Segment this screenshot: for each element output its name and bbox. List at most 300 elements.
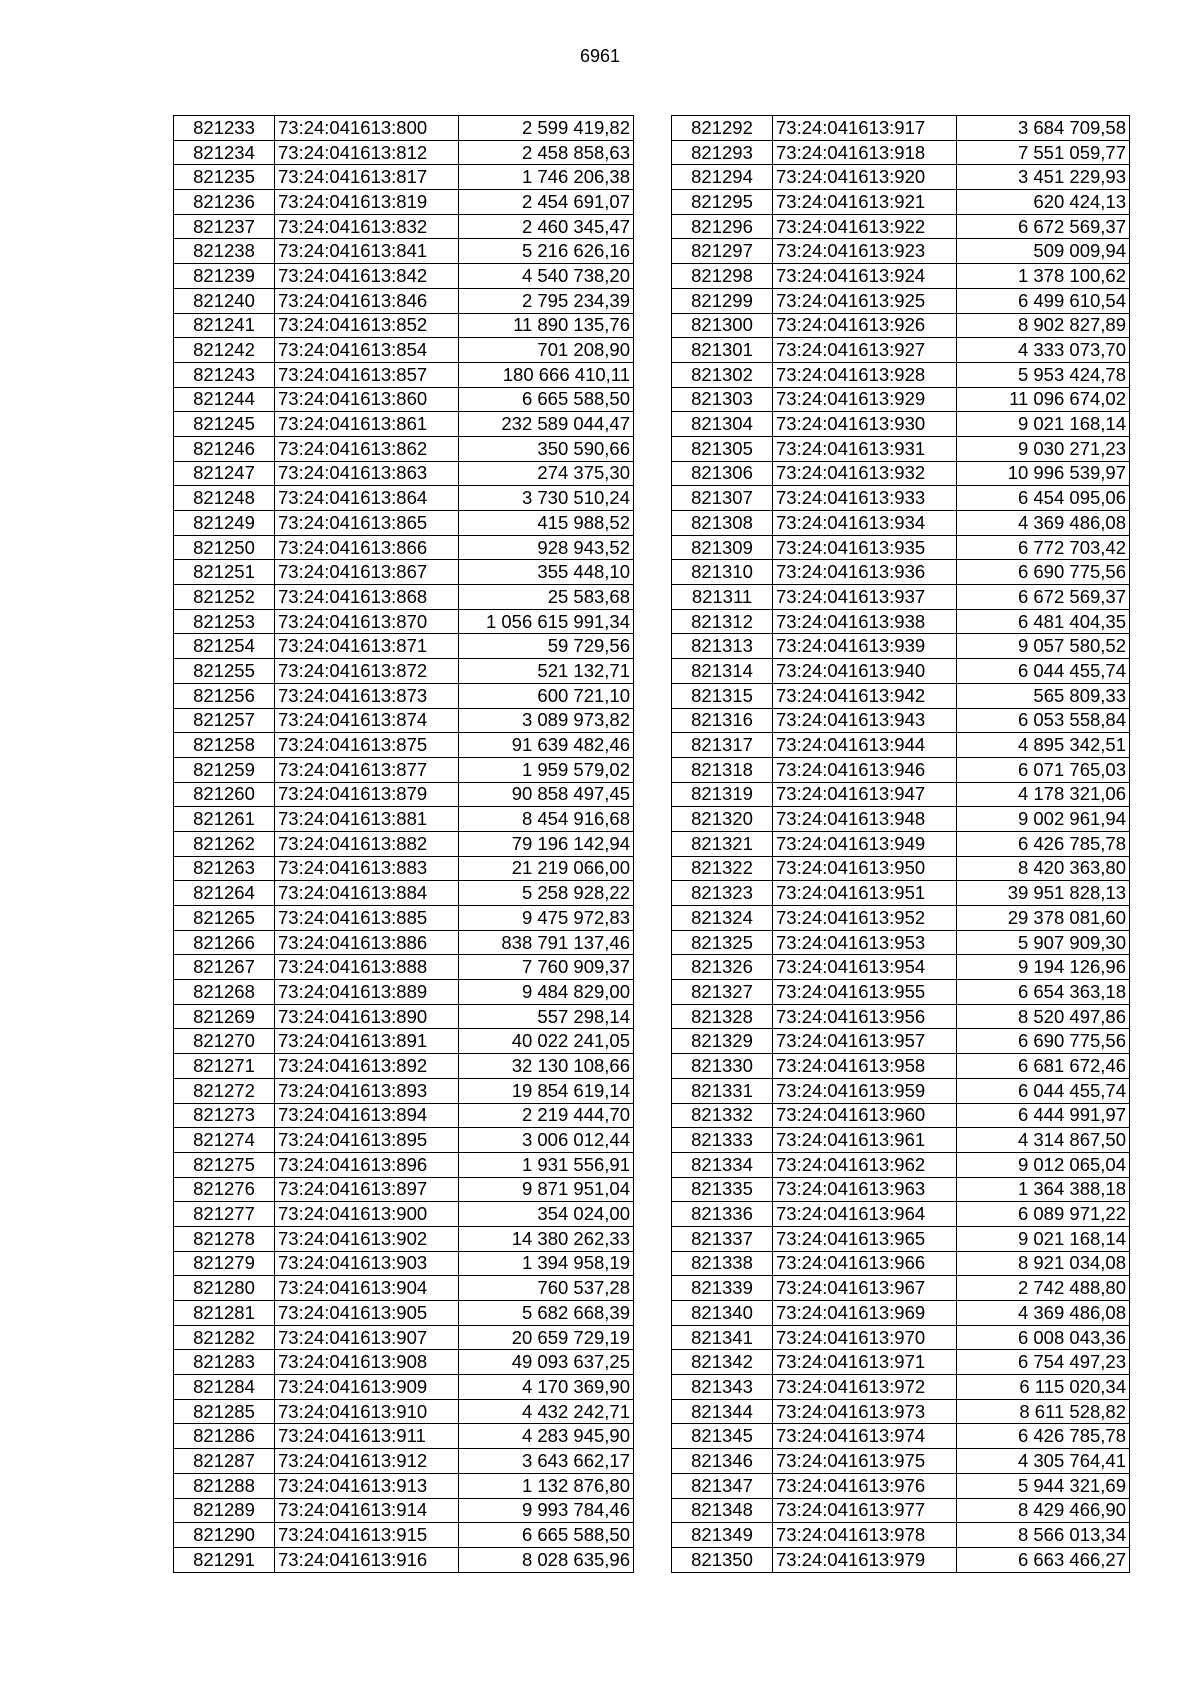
table-row (672, 1449, 1130, 1474)
cadastral-value: 40 022 241,05 (459, 1029, 634, 1054)
record-number: 821335 (672, 1177, 773, 1202)
table-row (672, 1276, 1130, 1301)
record-number: 821350 (672, 1547, 773, 1572)
cadastral-value: 9 002 961,94 (957, 807, 1130, 832)
cadastral-value: 180 666 410,11 (459, 362, 634, 387)
cadastral-number: 73:24:041613:967 (773, 1276, 957, 1301)
table-row (174, 461, 634, 486)
record-number: 821318 (672, 757, 773, 782)
cadastral-number: 73:24:041613:860 (275, 387, 459, 412)
cadastral-value: 6 772 703,42 (957, 535, 1130, 560)
cadastral-value: 928 943,52 (459, 535, 634, 560)
record-number: 821343 (672, 1375, 773, 1400)
cadastral-value: 415 988,52 (459, 511, 634, 536)
cadastral-value: 4 333 073,70 (957, 338, 1130, 363)
table-row (174, 1078, 634, 1103)
cadastral-value: 600 721,10 (459, 683, 634, 708)
record-number: 821277 (174, 1202, 275, 1227)
record-number: 821339 (672, 1276, 773, 1301)
record-number: 821255 (174, 659, 275, 684)
record-number: 821344 (672, 1399, 773, 1424)
table-row (174, 1251, 634, 1276)
cadastral-value: 6 654 363,18 (957, 980, 1130, 1005)
cadastral-number: 73:24:041613:907 (275, 1325, 459, 1350)
cadastral-table-left (173, 115, 634, 1573)
cadastral-number: 73:24:041613:904 (275, 1276, 459, 1301)
record-number: 821298 (672, 264, 773, 289)
cadastral-value: 8 566 013,34 (957, 1523, 1130, 1548)
cadastral-number: 73:24:041613:961 (773, 1128, 957, 1153)
table-row (672, 412, 1130, 437)
cadastral-number: 73:24:041613:918 (773, 140, 957, 165)
record-number: 821251 (174, 560, 275, 585)
record-number: 821272 (174, 1078, 275, 1103)
cadastral-value: 6 499 610,54 (957, 288, 1130, 313)
cadastral-number: 73:24:041613:871 (275, 634, 459, 659)
record-number: 821274 (174, 1128, 275, 1153)
cadastral-number: 73:24:041613:957 (773, 1029, 957, 1054)
cadastral-number: 73:24:041613:900 (275, 1202, 459, 1227)
table-row (672, 1078, 1130, 1103)
cadastral-number: 73:24:041613:913 (275, 1473, 459, 1498)
table-row (174, 1276, 634, 1301)
record-number: 821289 (174, 1498, 275, 1523)
cadastral-number: 73:24:041613:966 (773, 1251, 957, 1276)
cadastral-number: 73:24:041613:953 (773, 930, 957, 955)
record-number: 821323 (672, 881, 773, 906)
cadastral-value: 6 481 404,35 (957, 609, 1130, 634)
table-row (672, 1004, 1130, 1029)
cadastral-number: 73:24:041613:923 (773, 239, 957, 264)
cadastral-number: 73:24:041613:908 (275, 1350, 459, 1375)
cadastral-number: 73:24:041613:917 (773, 116, 957, 141)
cadastral-number: 73:24:041613:902 (275, 1226, 459, 1251)
record-number: 821243 (174, 362, 275, 387)
cadastral-value: 2 599 419,82 (459, 116, 634, 141)
table-row (672, 313, 1130, 338)
cadastral-value: 9 484 829,00 (459, 980, 634, 1005)
record-number: 821346 (672, 1449, 773, 1474)
cadastral-number: 73:24:041613:943 (773, 708, 957, 733)
cadastral-number: 73:24:041613:812 (275, 140, 459, 165)
table-row (174, 1004, 634, 1029)
record-number: 821260 (174, 782, 275, 807)
cadastral-number: 73:24:041613:978 (773, 1523, 957, 1548)
table-row (672, 1301, 1130, 1326)
table-row (174, 1054, 634, 1079)
record-number: 821266 (174, 930, 275, 955)
cadastral-number: 73:24:041613:819 (275, 190, 459, 215)
record-number: 821239 (174, 264, 275, 289)
cadastral-number: 73:24:041613:937 (773, 585, 957, 610)
table-row (174, 1473, 634, 1498)
record-number: 821325 (672, 930, 773, 955)
record-number: 821312 (672, 609, 773, 634)
cadastral-number: 73:24:041613:979 (773, 1547, 957, 1572)
record-number: 821321 (672, 831, 773, 856)
record-number: 821265 (174, 906, 275, 931)
cadastral-value: 355 448,10 (459, 560, 634, 585)
cadastral-number: 73:24:041613:905 (275, 1301, 459, 1326)
cadastral-number: 73:24:041613:894 (275, 1103, 459, 1128)
table-row (672, 140, 1130, 165)
cadastral-number: 73:24:041613:862 (275, 436, 459, 461)
cadastral-number: 73:24:041613:946 (773, 757, 957, 782)
cadastral-value: 620 424,13 (957, 190, 1130, 215)
cadastral-value: 838 791 137,46 (459, 930, 634, 955)
table-row (672, 165, 1130, 190)
cadastral-number: 73:24:041613:971 (773, 1350, 957, 1375)
record-number: 821248 (174, 486, 275, 511)
table-row (672, 1103, 1130, 1128)
record-number: 821338 (672, 1251, 773, 1276)
record-number: 821258 (174, 733, 275, 758)
table-row (672, 831, 1130, 856)
table-row (672, 461, 1130, 486)
cadastral-table-right (671, 115, 1130, 1573)
cadastral-number: 73:24:041613:934 (773, 511, 957, 536)
table-row (672, 436, 1130, 461)
cadastral-number: 73:24:041613:952 (773, 906, 957, 931)
table-row (174, 1350, 634, 1375)
cadastral-number: 73:24:041613:959 (773, 1078, 957, 1103)
table-row (174, 190, 634, 215)
table-row (174, 1523, 634, 1548)
record-number: 821237 (174, 214, 275, 239)
cadastral-value: 6 690 775,56 (957, 1029, 1130, 1054)
table-row (174, 560, 634, 585)
cadastral-number: 73:24:041613:863 (275, 461, 459, 486)
cadastral-value: 350 590,66 (459, 436, 634, 461)
cadastral-value: 6 665 588,50 (459, 387, 634, 412)
cadastral-value: 8 520 497,86 (957, 1004, 1130, 1029)
cadastral-number: 73:24:041613:854 (275, 338, 459, 363)
record-number: 821316 (672, 708, 773, 733)
record-number: 821333 (672, 1128, 773, 1153)
table-row (174, 116, 634, 141)
cadastral-value: 9 475 972,83 (459, 906, 634, 931)
cadastral-number: 73:24:041613:861 (275, 412, 459, 437)
cadastral-number: 73:24:041613:886 (275, 930, 459, 955)
table-row (174, 1547, 634, 1572)
record-number: 821337 (672, 1226, 773, 1251)
cadastral-number: 73:24:041613:964 (773, 1202, 957, 1227)
table-row (672, 1523, 1130, 1548)
table-row (672, 585, 1130, 610)
cadastral-value: 4 432 242,71 (459, 1399, 634, 1424)
cadastral-number: 73:24:041613:939 (773, 634, 957, 659)
record-number: 821314 (672, 659, 773, 684)
cadastral-value: 20 659 729,19 (459, 1325, 634, 1350)
table-row (672, 214, 1130, 239)
cadastral-number: 73:24:041613:832 (275, 214, 459, 239)
cadastral-value: 6 071 765,03 (957, 757, 1130, 782)
table-row (672, 782, 1130, 807)
table-row (174, 906, 634, 931)
record-number: 821349 (672, 1523, 773, 1548)
cadastral-number: 73:24:041613:884 (275, 881, 459, 906)
table-row (174, 757, 634, 782)
cadastral-value: 10 996 539,97 (957, 461, 1130, 486)
cadastral-value: 21 219 066,00 (459, 856, 634, 881)
cadastral-value: 701 208,90 (459, 338, 634, 363)
table-row (174, 264, 634, 289)
record-number: 821261 (174, 807, 275, 832)
record-number: 821322 (672, 856, 773, 881)
table-row (174, 955, 634, 980)
record-number: 821285 (174, 1399, 275, 1424)
cadastral-value: 6 690 775,56 (957, 560, 1130, 585)
table-row (672, 807, 1130, 832)
cadastral-value: 1 378 100,62 (957, 264, 1130, 289)
cadastral-value: 1 931 556,91 (459, 1152, 634, 1177)
cadastral-value: 4 540 738,20 (459, 264, 634, 289)
table-row (174, 1301, 634, 1326)
table-row (174, 980, 634, 1005)
record-number: 821235 (174, 165, 275, 190)
record-number: 821267 (174, 955, 275, 980)
table-row (174, 1202, 634, 1227)
cadastral-value: 29 378 081,60 (957, 906, 1130, 931)
cadastral-number: 73:24:041613:916 (275, 1547, 459, 1572)
cadastral-value: 565 809,33 (957, 683, 1130, 708)
table-row (174, 856, 634, 881)
cadastral-number: 73:24:041613:868 (275, 585, 459, 610)
record-number: 821345 (672, 1424, 773, 1449)
table-row (672, 1054, 1130, 1079)
cadastral-value: 8 028 635,96 (459, 1547, 634, 1572)
cadastral-number: 73:24:041613:922 (773, 214, 957, 239)
table-row (672, 906, 1130, 931)
table-row (174, 436, 634, 461)
cadastral-number: 73:24:041613:942 (773, 683, 957, 708)
page-number: 6961 (579, 46, 621, 66)
table-row (174, 239, 634, 264)
cadastral-number: 73:24:041613:965 (773, 1226, 957, 1251)
table-row (174, 165, 634, 190)
record-number: 821308 (672, 511, 773, 536)
cadastral-number: 73:24:041613:976 (773, 1473, 957, 1498)
table-row (672, 757, 1130, 782)
record-number: 821319 (672, 782, 773, 807)
record-number: 821340 (672, 1301, 773, 1326)
cadastral-value: 760 537,28 (459, 1276, 634, 1301)
cadastral-number: 73:24:041613:875 (275, 733, 459, 758)
table-row (672, 1399, 1130, 1424)
table-row (672, 190, 1130, 215)
record-number: 821313 (672, 634, 773, 659)
cadastral-value: 232 589 044,47 (459, 412, 634, 437)
cadastral-number: 73:24:041613:909 (275, 1375, 459, 1400)
table-row (174, 807, 634, 832)
cadastral-value: 5 216 626,16 (459, 239, 634, 264)
cadastral-value: 5 944 321,69 (957, 1473, 1130, 1498)
table-row (672, 362, 1130, 387)
table-row (672, 856, 1130, 881)
table-row (174, 511, 634, 536)
table-row (672, 1128, 1130, 1153)
record-number: 821275 (174, 1152, 275, 1177)
cadastral-number: 73:24:041613:933 (773, 486, 957, 511)
table-row (672, 288, 1130, 313)
record-number: 821302 (672, 362, 773, 387)
record-number: 821263 (174, 856, 275, 881)
cadastral-value: 4 305 764,41 (957, 1449, 1130, 1474)
table-row (174, 659, 634, 684)
cadastral-number: 73:24:041613:870 (275, 609, 459, 634)
cadastral-value: 4 369 486,08 (957, 511, 1130, 536)
table-row (672, 338, 1130, 363)
cadastral-number: 73:24:041613:912 (275, 1449, 459, 1474)
record-number: 821269 (174, 1004, 275, 1029)
table-row (672, 264, 1130, 289)
cadastral-value: 2 795 234,39 (459, 288, 634, 313)
cadastral-number: 73:24:041613:921 (773, 190, 957, 215)
record-number: 821330 (672, 1054, 773, 1079)
table-row (672, 1177, 1130, 1202)
cadastral-value: 6 681 672,46 (957, 1054, 1130, 1079)
cadastral-number: 73:24:041613:950 (773, 856, 957, 881)
record-number: 821300 (672, 313, 773, 338)
cadastral-number: 73:24:041613:974 (773, 1424, 957, 1449)
table-row (672, 980, 1130, 1005)
record-number: 821303 (672, 387, 773, 412)
record-number: 821242 (174, 338, 275, 363)
cadastral-number: 73:24:041613:867 (275, 560, 459, 585)
record-number: 821241 (174, 313, 275, 338)
cadastral-number: 73:24:041613:879 (275, 782, 459, 807)
cadastral-value: 14 380 262,33 (459, 1226, 634, 1251)
record-number: 821284 (174, 1375, 275, 1400)
cadastral-number: 73:24:041613:949 (773, 831, 957, 856)
record-number: 821233 (174, 116, 275, 141)
cadastral-number: 73:24:041613:889 (275, 980, 459, 1005)
cadastral-value: 4 283 945,90 (459, 1424, 634, 1449)
record-number: 821315 (672, 683, 773, 708)
table-row (174, 881, 634, 906)
record-number: 821327 (672, 980, 773, 1005)
record-number: 821245 (174, 412, 275, 437)
table-row (174, 585, 634, 610)
table-row (672, 733, 1130, 758)
cadastral-value: 8 429 466,90 (957, 1498, 1130, 1523)
table-row (672, 683, 1130, 708)
cadastral-value: 3 451 229,93 (957, 165, 1130, 190)
cadastral-number: 73:24:041613:895 (275, 1128, 459, 1153)
table-row (174, 1152, 634, 1177)
cadastral-value: 3 006 012,44 (459, 1128, 634, 1153)
table-row (672, 1325, 1130, 1350)
table-row (174, 831, 634, 856)
cadastral-value: 25 583,68 (459, 585, 634, 610)
cadastral-value: 5 907 909,30 (957, 930, 1130, 955)
cadastral-value: 8 902 827,89 (957, 313, 1130, 338)
cadastral-value: 6 672 569,37 (957, 585, 1130, 610)
table-row (174, 1128, 634, 1153)
record-number: 821336 (672, 1202, 773, 1227)
table-row (174, 1177, 634, 1202)
record-number: 821292 (672, 116, 773, 141)
record-number: 821250 (174, 535, 275, 560)
table-row (174, 140, 634, 165)
cadastral-value: 19 854 619,14 (459, 1078, 634, 1103)
cadastral-number: 73:24:041613:970 (773, 1325, 957, 1350)
cadastral-number: 73:24:041613:940 (773, 659, 957, 684)
cadastral-value: 6 044 455,74 (957, 1078, 1130, 1103)
cadastral-value: 9 993 784,46 (459, 1498, 634, 1523)
cadastral-value: 6 426 785,78 (957, 831, 1130, 856)
cadastral-number: 73:24:041613:852 (275, 313, 459, 338)
cadastral-value: 4 314 867,50 (957, 1128, 1130, 1153)
record-number: 821347 (672, 1473, 773, 1498)
table-row (174, 288, 634, 313)
cadastral-value: 2 219 444,70 (459, 1103, 634, 1128)
cadastral-number: 73:24:041613:877 (275, 757, 459, 782)
record-number: 821268 (174, 980, 275, 1005)
record-number: 821307 (672, 486, 773, 511)
table-row (672, 1226, 1130, 1251)
record-number: 821281 (174, 1301, 275, 1326)
cadastral-value: 9 021 168,14 (957, 412, 1130, 437)
cadastral-value: 8 420 363,80 (957, 856, 1130, 881)
cadastral-value: 8 921 034,08 (957, 1251, 1130, 1276)
record-number: 821244 (174, 387, 275, 412)
table-row (672, 535, 1130, 560)
table-row (174, 1424, 634, 1449)
cadastral-value: 4 170 369,90 (459, 1375, 634, 1400)
cadastral-value: 9 871 951,04 (459, 1177, 634, 1202)
record-number: 821328 (672, 1004, 773, 1029)
cadastral-value: 1 394 958,19 (459, 1251, 634, 1276)
cadastral-value: 354 024,00 (459, 1202, 634, 1227)
cadastral-number: 73:24:041613:914 (275, 1498, 459, 1523)
cadastral-number: 73:24:041613:885 (275, 906, 459, 931)
cadastral-value: 4 895 342,51 (957, 733, 1130, 758)
table-row (174, 387, 634, 412)
cadastral-number: 73:24:041613:928 (773, 362, 957, 387)
cadastral-value: 91 639 482,46 (459, 733, 634, 758)
record-number: 821271 (174, 1054, 275, 1079)
cadastral-value: 9 057 580,52 (957, 634, 1130, 659)
cadastral-value: 6 672 569,37 (957, 214, 1130, 239)
cadastral-number: 73:24:041613:930 (773, 412, 957, 437)
table-row (672, 634, 1130, 659)
table-row (672, 239, 1130, 264)
cadastral-number: 73:24:041613:866 (275, 535, 459, 560)
record-number: 821304 (672, 412, 773, 437)
cadastral-value: 6 454 095,06 (957, 486, 1130, 511)
table-row (672, 486, 1130, 511)
record-number: 821236 (174, 190, 275, 215)
cadastral-number: 73:24:041613:977 (773, 1498, 957, 1523)
record-number: 821332 (672, 1103, 773, 1128)
table-row (174, 1498, 634, 1523)
cadastral-value: 2 742 488,80 (957, 1276, 1130, 1301)
cadastral-number: 73:24:041613:911 (275, 1424, 459, 1449)
cadastral-number: 73:24:041613:963 (773, 1177, 957, 1202)
cadastral-number: 73:24:041613:873 (275, 683, 459, 708)
cadastral-number: 73:24:041613:951 (773, 881, 957, 906)
cadastral-number: 73:24:041613:864 (275, 486, 459, 511)
table-row (174, 708, 634, 733)
cadastral-number: 73:24:041613:931 (773, 436, 957, 461)
cadastral-number: 73:24:041613:958 (773, 1054, 957, 1079)
table-row (672, 1547, 1130, 1572)
table-row (174, 486, 634, 511)
table-row (174, 1103, 634, 1128)
cadastral-number: 73:24:041613:910 (275, 1399, 459, 1424)
table-row (672, 708, 1130, 733)
